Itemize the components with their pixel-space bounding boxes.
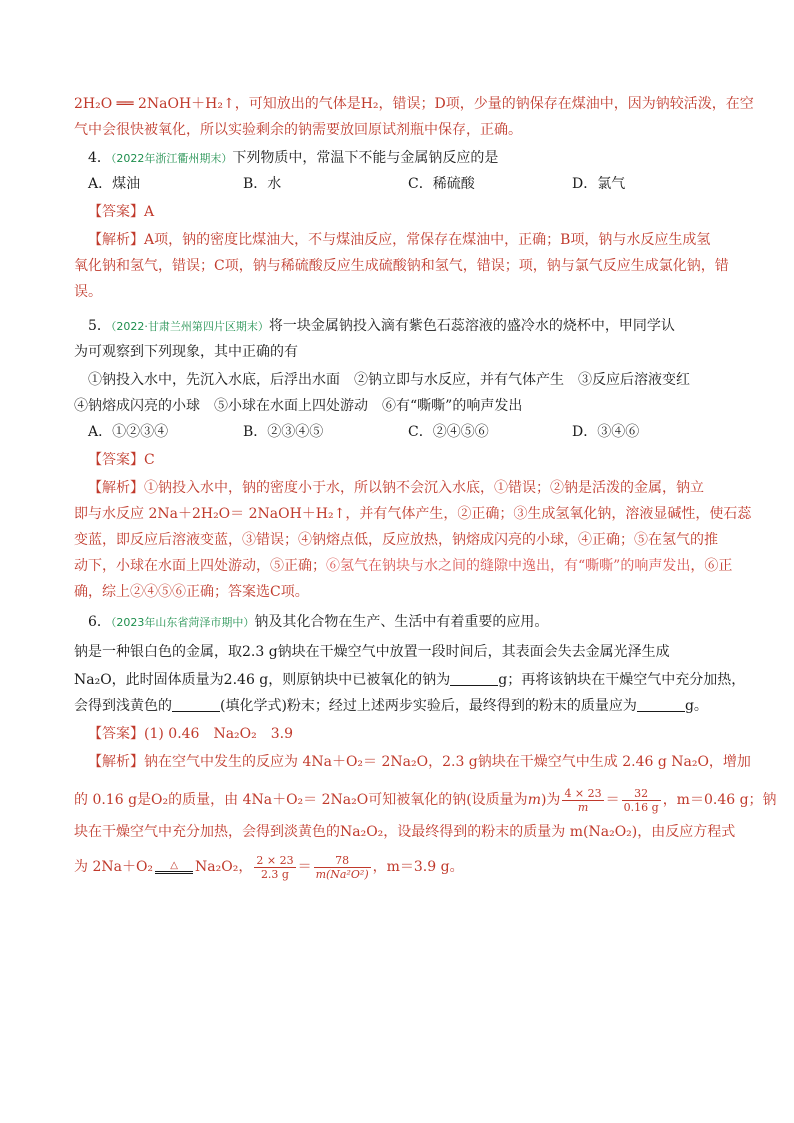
answer-line (88, 450, 155, 470)
analysis-text: 动下，小球在水面上四处游动，⑤正确； (74, 558, 326, 574)
option-a: A．①②③④ (88, 424, 169, 440)
question-number: 6． (88, 614, 111, 630)
analysis-line: 氧化钠和氢气，错误；C项，钠与稀硫酸反应生成硫酸钠和氢气，错误；项，钠与氯气反应生成氯化钠，错 (74, 258, 729, 274)
fraction-denominator: m (577, 800, 589, 814)
analysis-line: 的 0.16 g是O₂的质量，由 4Na＋O₂＝ 2Na₂O可知被氧化的钠(设质量为m)为 $\frac{4 \times 23}{m}$ ＝ $\frac{32}{0.16 g}$ ，m＝0.46 g；钠 (74, 786, 777, 814)
question-number: 5． (88, 318, 111, 334)
analysis-line (74, 556, 732, 576)
fill-blank-3[interactable] (637, 697, 685, 712)
fraction-denominator: m(Na²O²) (315, 867, 369, 881)
analysis-label: 【解析】 (88, 480, 144, 496)
option-b: B．②③④⑤ (243, 424, 324, 440)
fraction-numerator: 32 (622, 787, 661, 801)
body-text: (填化学式)粉末；经过上述两步实验后，最终得到的粉末的质量应为 (220, 698, 637, 714)
analysis-line: 误。 (74, 284, 102, 300)
analysis-text: )为 (540, 792, 561, 808)
question-number: 4． (88, 150, 111, 166)
body-text: Na₂O，此时固体质量为2.46 g，则原钠块中已被氧化的钠为 (74, 672, 451, 688)
question-source: （2022·甘肃兰州第四片区期末） (110, 320, 269, 333)
reaction-bar (155, 871, 193, 874)
question-source: （2023年山东省菏泽市期中） (110, 616, 255, 629)
q4-options (88, 174, 728, 194)
analysis-text: 的 0.16 g是O₂的质量，由 4Na＋O₂＝ 2Na₂O可知被氧化的钠(设质量为 (74, 792, 528, 808)
question-stem: 将一块金属钠投入滴有紫色石蕊溶液的盛冷水的烧杯中，甲同学认 (268, 318, 675, 334)
fraction (314, 854, 371, 881)
question-6 (88, 612, 548, 632)
analysis-label: 【解析】 (88, 232, 144, 248)
q5-options (88, 422, 728, 442)
analysis-highlight: ⑥氢气在钠块与水之间的缝隙中逸出，有“嘶嘶”的响声发出 (326, 558, 691, 574)
analysis-text: ，m＝0.46 g；钠 (662, 792, 777, 808)
body-text: g。 (684, 698, 708, 714)
analysis-text: ，m＝3.9 g。 (372, 859, 464, 875)
fraction (562, 787, 603, 814)
question-body (74, 696, 708, 716)
answer-line (88, 724, 293, 744)
option-c: C．②④⑤⑥ (408, 424, 489, 440)
text-line: 2H₂O ══ 2NaOH＋H₂↑，可知放出的气体是H₂，错误；D项，少量的钠保存在煤油中，因为钠较活泼，在空 (74, 96, 754, 112)
text-line: 气中会很快被氧化，所以实验剩余的钠需要放回原试剂瓶中保存，正确。 (74, 122, 522, 138)
body-text: g；再将该钠块在干燥空气中充分加热， (498, 672, 746, 688)
analysis-line: 为 2Na＋O₂ △ Na₂O₂， $\frac{2 \times 23}{2.3 g}$ ＝ $\frac{78}{\text{m(Na²O²)}}$ ，m＝3.9 g。 (74, 853, 464, 881)
answer-label: 【答案】 (88, 726, 144, 742)
question-body: 钠是一种银白色的金属，取2.3 g钠块在干燥空气中放置一段时间后，其表面会失去金属光泽生成 (74, 644, 670, 660)
option-c: C．稀硫酸 (408, 176, 475, 192)
option-d: D．氯气 (572, 176, 626, 192)
analysis-line: 块在干燥空气中充分加热，会得到淡黄色的Na₂O₂，设最终得到的粉末的质量为 m(Na₂O₂)，由反应方程式 (74, 824, 736, 840)
answer-value: A (144, 204, 155, 220)
analysis-line (88, 752, 751, 772)
analysis-text: ，⑥正 (690, 558, 733, 574)
observation-line: ①钠投入水中，先沉入水底，后浮出水面 ②钠立即与水反应，并有气体产生 ③反应后溶液变红 (88, 372, 690, 388)
fill-blank-1[interactable] (450, 671, 498, 686)
option-b: B．水 (243, 176, 282, 192)
fill-blank-2[interactable] (172, 697, 220, 712)
fraction-denominator: 2.3 g (260, 867, 289, 881)
answer-line (88, 202, 154, 222)
analysis-text: ①钠投入水中，钠的密度小于水，所以钠不会沉入水底，①错误；②钠是活泼的金属，钠立 (144, 480, 704, 496)
analysis-text: 为 2Na＋O₂ (74, 859, 154, 875)
variable-m: m (527, 792, 541, 808)
analysis-line: 确，综上②④⑤⑥正确；答案选C项。 (74, 584, 309, 600)
fraction-numerator: 2 × 23 (256, 853, 294, 867)
analysis-text: 钠在空气中发生的反应为 4Na＋O₂＝ 2Na₂O，2.3 g钠块在干燥空气中生成 2.46 g Na₂O，增加 (144, 754, 751, 770)
heat-arrow (155, 861, 193, 874)
analysis-line: 变蓝，即反应后溶液变蓝，③错误；④钠熔点低，反应放热，钠熔成闪亮的小球，④正确；⑤在氢气的推 (74, 532, 718, 548)
observation-line: ④钠熔成闪亮的小球 ⑤小球在水面上四处游动 ⑥有“嘶嘶”的响声发出 (74, 398, 523, 414)
answer-label: 【答案】 (88, 452, 144, 468)
body-text: 会得到浅黄色的 (74, 698, 172, 714)
question-stem: 下列物质中，常温下不能与金属钠反应的是 (232, 150, 499, 166)
option-d: D．③④⑥ (572, 424, 640, 440)
question-4 (88, 148, 498, 168)
fraction-numerator: 78 (314, 854, 371, 868)
question-stem: 为可观察到下列现象，其中正确的有 (74, 344, 298, 360)
question-source: （2022年浙江衢州期末） (110, 152, 233, 165)
analysis-line (88, 230, 710, 250)
answer-label: 【答案】 (88, 204, 144, 220)
question-5 (88, 316, 675, 336)
fraction-denominator: 0.16 g (623, 800, 659, 814)
fraction (622, 787, 661, 814)
fraction-numerator: 4 × 23 (564, 786, 602, 800)
analysis-text: A项，钠的密度比煤油大，不与煤油反应，常保存在煤油中，正确；B项，钠与水反应生成氢 (144, 232, 711, 248)
answer-value: C (144, 452, 155, 468)
analysis-line: 即与水反应 2Na＋2H₂O＝ 2NaOH＋H₂↑，并有气体产生，②正确；③生成氢氧化钠，溶液显碱性，使石蕊 (74, 506, 752, 522)
fraction (254, 854, 295, 881)
heat-symbol: △ (170, 859, 178, 871)
analysis-line (88, 478, 704, 498)
analysis-text: Na₂O₂， (195, 859, 253, 875)
option-a: A．煤油 (88, 176, 141, 192)
question-body (74, 670, 745, 690)
analysis-label: 【解析】 (88, 754, 144, 770)
question-stem: 钠及其化合物在生产、生活中有着重要的应用。 (254, 614, 549, 630)
answer-value: (1) 0.46 Na₂O₂ 3.9 (144, 726, 294, 742)
